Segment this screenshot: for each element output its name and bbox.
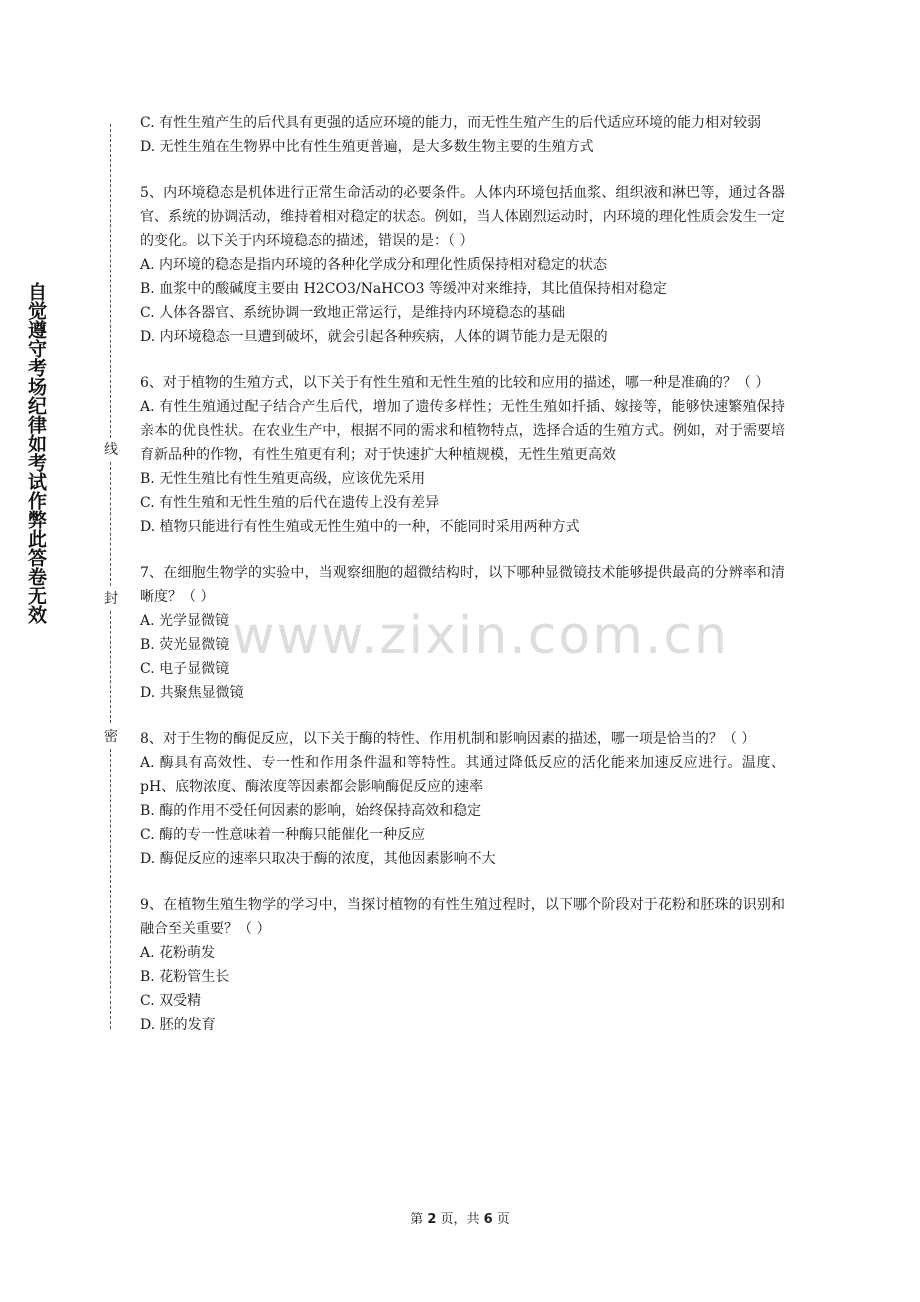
page-footer: [0, 1208, 920, 1227]
question-block: [140, 561, 785, 705]
option-text: C. 电子显微镜: [140, 661, 230, 677]
option-text: B. 无性生殖比有性生殖更高级，应该优先采用: [140, 471, 426, 487]
footer-prefix: 第: [410, 1212, 428, 1227]
footer-middle: 页，共: [436, 1212, 484, 1227]
question-block: [140, 181, 785, 349]
option-text: C. 双受精: [140, 993, 202, 1009]
current-page-number: 2: [427, 1212, 437, 1227]
option-text: A. 内环境的稳态是指内环境的各种化学成分和理化性质保持相对稳定的状态: [140, 257, 608, 273]
question-stem: 7、在细胞生物学的实验中，当观察细胞的超微结构时，以下哪种显微镜技术能够提供最高的分辨率和清晰度？（ ）: [140, 565, 785, 605]
total-page-number: 6: [483, 1212, 493, 1227]
exam-discipline-warning: 自觉遵守考场纪律如考试作弊此答卷无效: [25, 282, 47, 624]
option-text: B. 酶的作用不受任何因素的影响，始终保持高效和稳定: [140, 803, 482, 819]
question-block: [140, 371, 785, 539]
option-text: A. 花粉萌发: [140, 945, 216, 961]
binding-line-segment: [110, 611, 111, 723]
seal-label-secret: 密: [104, 729, 118, 745]
option-text: C. 有性生殖和无性生殖的后代在遗传上没有差异: [140, 495, 440, 511]
option-text: B. 花粉管生长: [140, 969, 230, 985]
option-text: B. 荧光显微镜: [140, 637, 230, 653]
option-text: D. 共聚焦显微镜: [140, 685, 244, 701]
option-text: C. 酶的专一性意味着一种酶只能催化一种反应: [140, 827, 426, 843]
question-block: [140, 727, 785, 871]
binding-line-segment: [110, 749, 111, 1029]
binding-line-segment: [110, 124, 111, 438]
question-stem: 5、内环境稳态是机体进行正常生命活动的必要条件。人体内环境包括血浆、组织液和淋巴等，通过各器官、系统的协调活动，维持着相对稳定的状态。例如，当人体剧烈运动时，内环境的理化性质会发生一定的变化。以下关于内环境稳态的描述，错误的是：（ ）: [140, 185, 785, 249]
question-stem: 9、在植物生殖生物学的学习中，当探讨植物的有性生殖过程时，以下哪个阶段对于花粉和胚珠的识别和融合至关重要？（ ）: [140, 897, 785, 937]
option-text: B. 血浆中的酸碱度主要由 H2CO3/NaHCO3 等缓冲对来维持，其比值保持相对稳定: [140, 281, 667, 297]
footer-suffix: 页: [492, 1212, 510, 1227]
question-block: [140, 893, 785, 1037]
option-text: D. 酶促反应的速率只取决于酶的浓度，其他因素影响不大: [140, 851, 496, 867]
question-stem: 8、对于生物的酶促反应，以下关于酶的特性、作用机制和影响因素的描述，哪一项是恰当的？（ ）: [140, 731, 756, 747]
option-text: A. 有性生殖通过配子结合产生后代，增加了遗传多样性；无性生殖如扦插、嫁接等，能够快速繁殖保持亲本的优良性状。在农业生产中，根据不同的需求和植物特点，选择合适的生殖方式。例如，对于需要培育新品种的作物，有性生殖更有利；对于快速扩大种植规模，无性生殖更高效: [140, 399, 785, 463]
option-text: D. 无性生殖在生物界中比有性生殖更普遍，是大多数生物主要的生殖方式: [140, 139, 594, 155]
binding-line-segment: [110, 462, 111, 586]
option-text: D. 植物只能进行有性生殖或无性生殖中的一种，不能同时采用两种方式: [140, 519, 580, 535]
carryover-options: [140, 111, 785, 159]
option-text: C. 人体各器官、系统协调一致地正常运行，是维持内环境稳态的基础: [140, 305, 566, 321]
watermark: www.zixin.com.cn: [232, 606, 729, 666]
option-text: C. 有性生殖产生的后代具有更强的适应环境的能力，而无性生殖产生的后代适应环境的能力相对较弱: [140, 115, 762, 131]
option-text: A. 酶具有高效性、专一性和作用条件温和等特性。其通过降低反应的活化能来加速反应进行。温度、pH、底物浓度、酶浓度等因素都会影响酶促反应的速率: [140, 755, 785, 795]
option-text: D. 胚的发育: [140, 1017, 216, 1033]
question-stem: 6、对于植物的生殖方式，以下关于有性生殖和无性生殖的比较和应用的描述，哪一种是准确的？（ ）: [140, 375, 770, 391]
option-text: A. 光学显微镜: [140, 613, 230, 629]
seal-label-seal: 封: [104, 591, 118, 607]
option-text: D. 内环境稳态一旦遭到破坏，就会引起各种疾病，人体的调节能力是无限的: [140, 329, 608, 345]
seal-label-line: 线: [104, 442, 118, 458]
exam-content: [140, 111, 785, 1037]
